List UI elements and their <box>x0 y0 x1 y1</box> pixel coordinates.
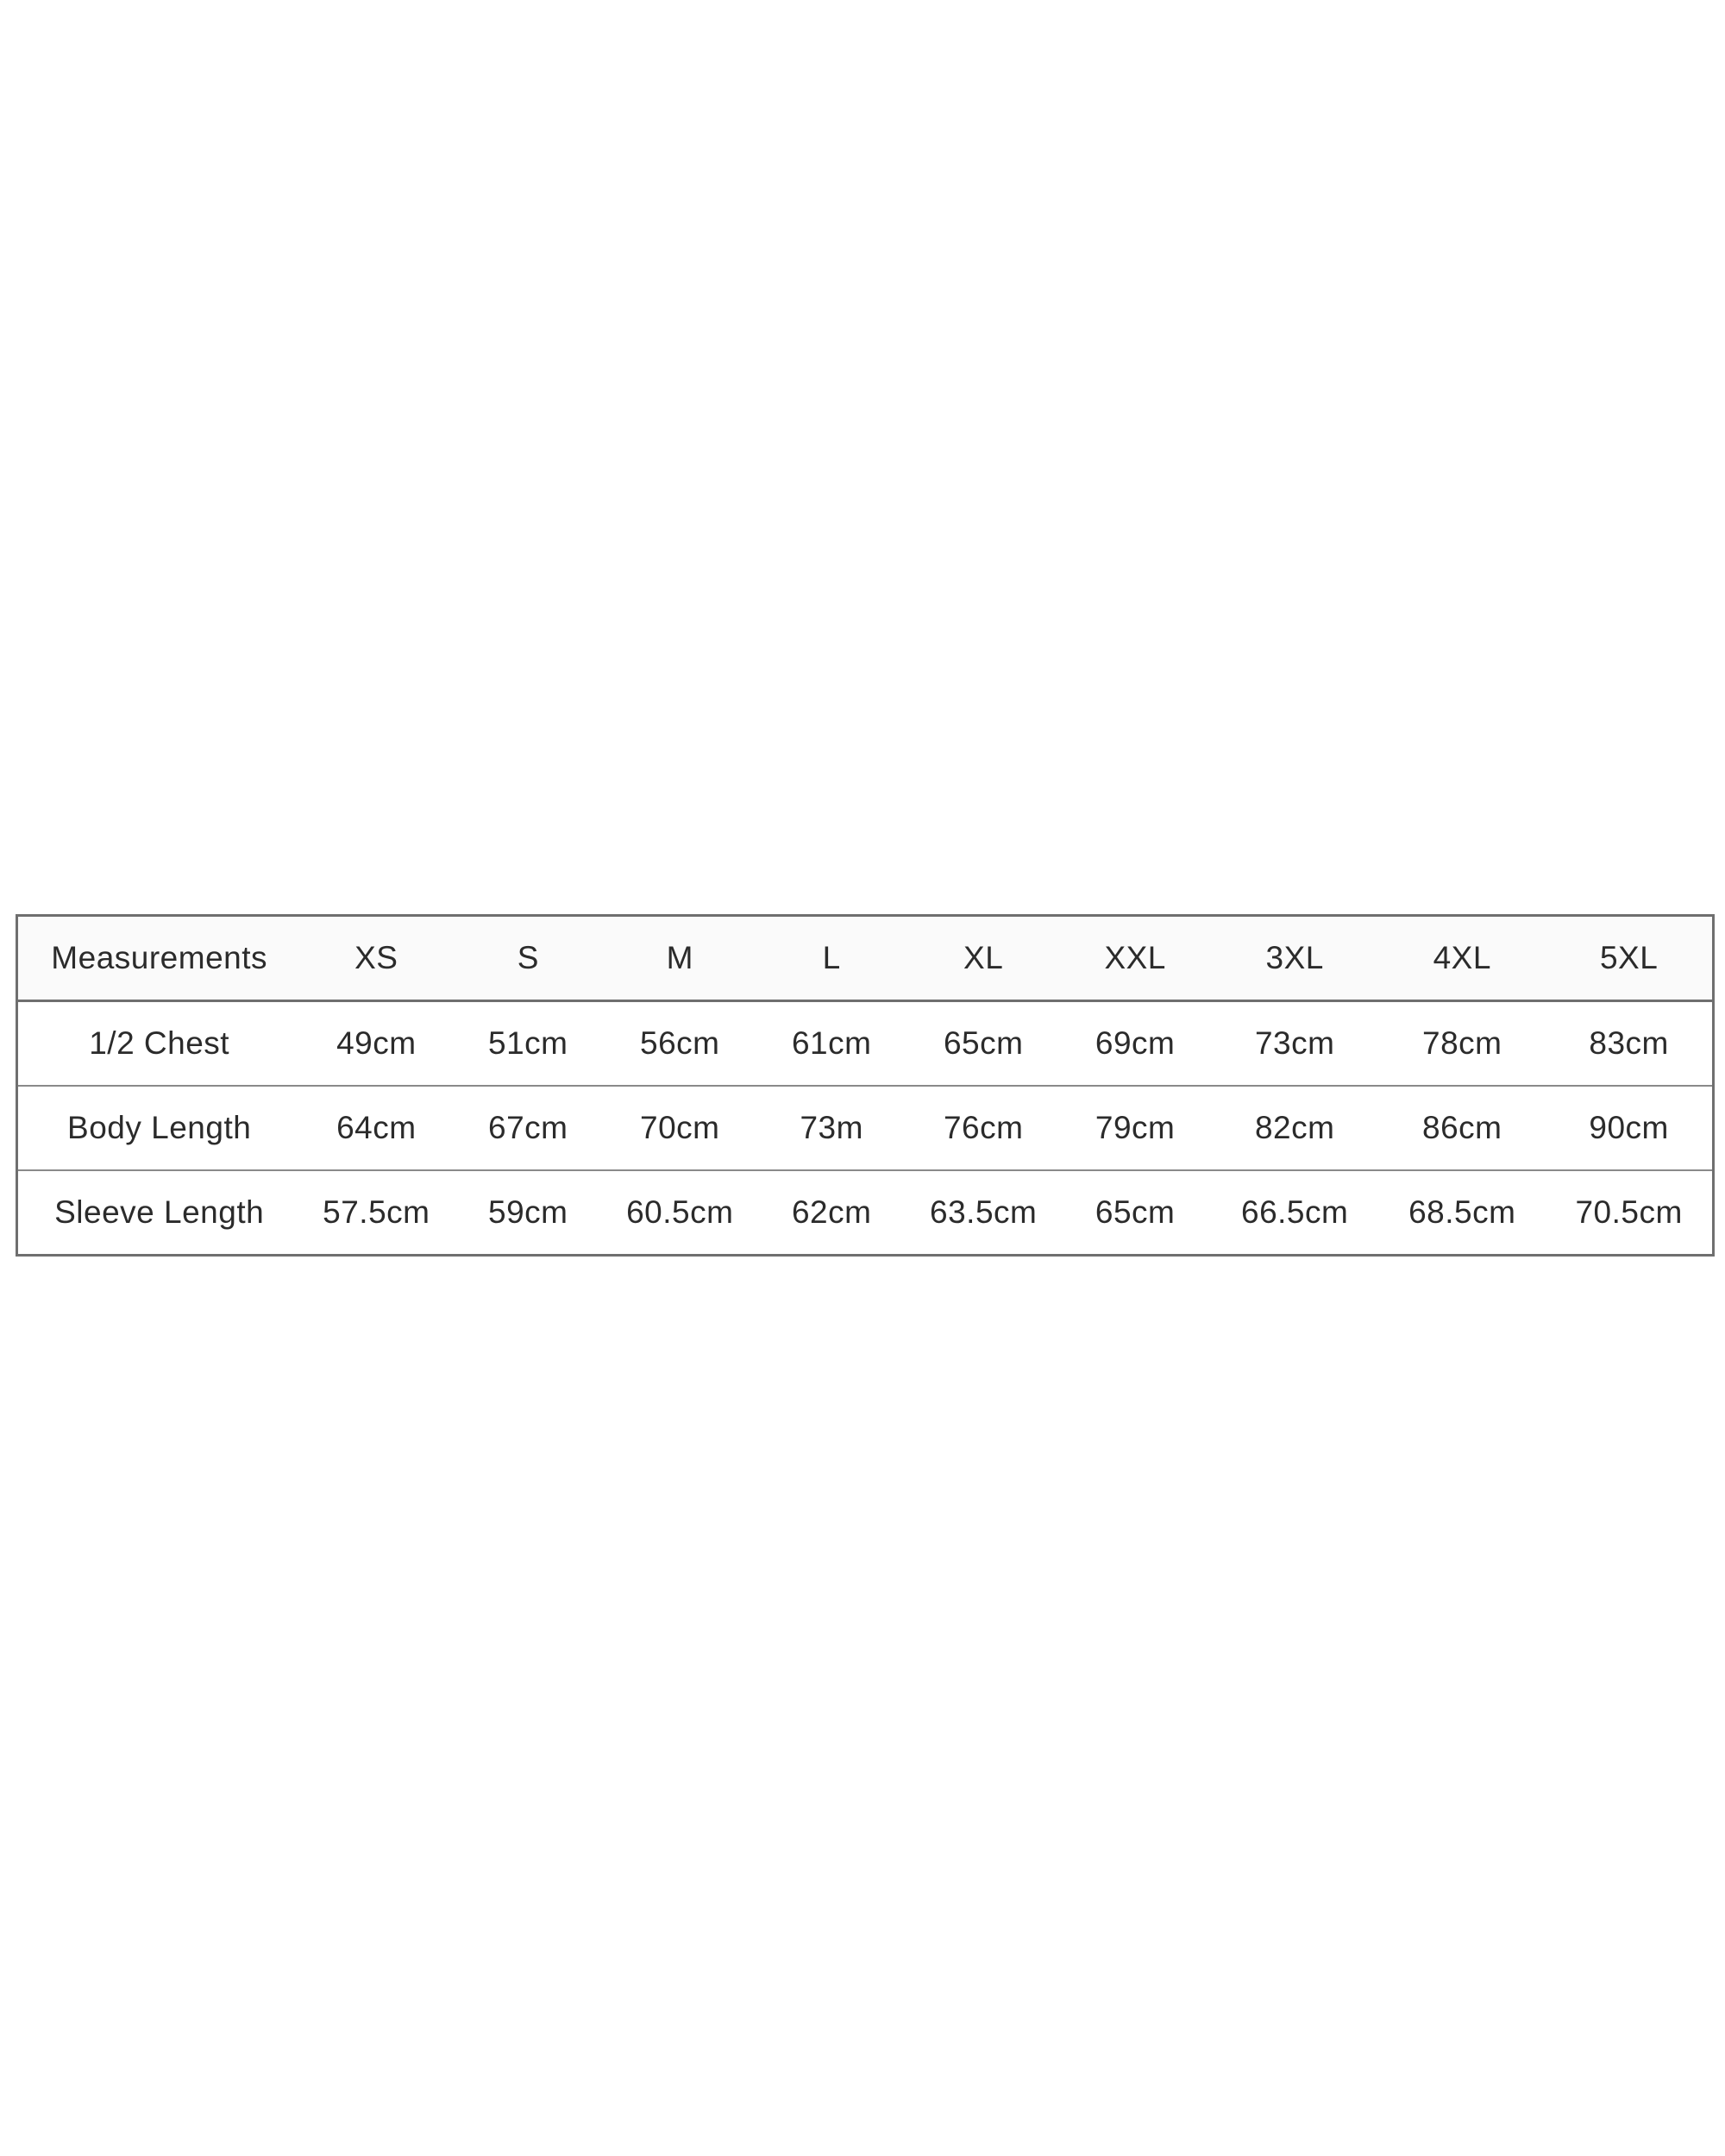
measurement-cell: 76cm <box>907 1086 1059 1170</box>
measurement-cell: 82cm <box>1211 1086 1378 1170</box>
header-size-cell: 3XL <box>1211 916 1378 1001</box>
row-label-cell: 1/2 Chest <box>89 1025 230 1061</box>
measurement-cell: 51cm <box>488 1025 568 1061</box>
measurement-cell: 56cm <box>640 1025 720 1061</box>
measurement-cell: 59cm <box>452 1170 604 1256</box>
row-label-cell: Body Length <box>17 1086 301 1170</box>
measurement-cell: 73m <box>756 1086 907 1170</box>
measurement-cell: 49cm <box>336 1025 417 1061</box>
measurement-cell: 78cm <box>1422 1025 1502 1061</box>
header-size-cell: 4XL <box>1378 916 1546 1001</box>
table-row <box>17 1170 1714 1256</box>
header-size-cell: XXL <box>1059 916 1211 1001</box>
measurement-cell: 83cm <box>1589 1025 1669 1061</box>
measurement-cell: 57.5cm <box>300 1170 452 1256</box>
measurement-cell: 62cm <box>756 1170 907 1256</box>
measurement-cell: 66.5cm <box>1211 1170 1378 1256</box>
table-row <box>17 1001 1714 1087</box>
header-label-cell: Measurements <box>17 916 301 1001</box>
measurement-cell: 73cm <box>1254 1025 1335 1061</box>
measurement-cell: 61cm <box>791 1025 872 1061</box>
measurement-cell: 68.5cm <box>1378 1170 1546 1256</box>
size-chart-body <box>17 1001 1714 1256</box>
measurement-cell: 63.5cm <box>907 1170 1059 1256</box>
measurement-cell: 65cm <box>1059 1170 1211 1256</box>
size-chart-table <box>16 914 1715 1257</box>
header-size-cell: S <box>452 916 604 1001</box>
measurement-cell: 60.5cm <box>604 1170 756 1256</box>
header-size-cell: L <box>756 916 907 1001</box>
measurement-cell: 64cm <box>300 1086 452 1170</box>
measurement-cell: 65cm <box>943 1025 1024 1061</box>
size-chart-header <box>17 916 1714 1001</box>
measurement-cell: 70.5cm <box>1546 1170 1713 1256</box>
table-row <box>17 1086 1714 1170</box>
measurement-cell: 79cm <box>1059 1086 1211 1170</box>
header-size-cell: XL <box>907 916 1059 1001</box>
header-size-cell: XS <box>300 916 452 1001</box>
header-size-cell: M <box>604 916 756 1001</box>
header-row <box>17 916 1714 1001</box>
header-size-cell: 5XL <box>1546 916 1713 1001</box>
measurement-cell: 67cm <box>452 1086 604 1170</box>
row-label-cell: Sleeve Length <box>17 1170 301 1256</box>
measurement-cell: 69cm <box>1095 1025 1176 1061</box>
measurement-cell: 70cm <box>604 1086 756 1170</box>
measurement-cell: 86cm <box>1378 1086 1546 1170</box>
measurement-cell: 90cm <box>1546 1086 1713 1170</box>
